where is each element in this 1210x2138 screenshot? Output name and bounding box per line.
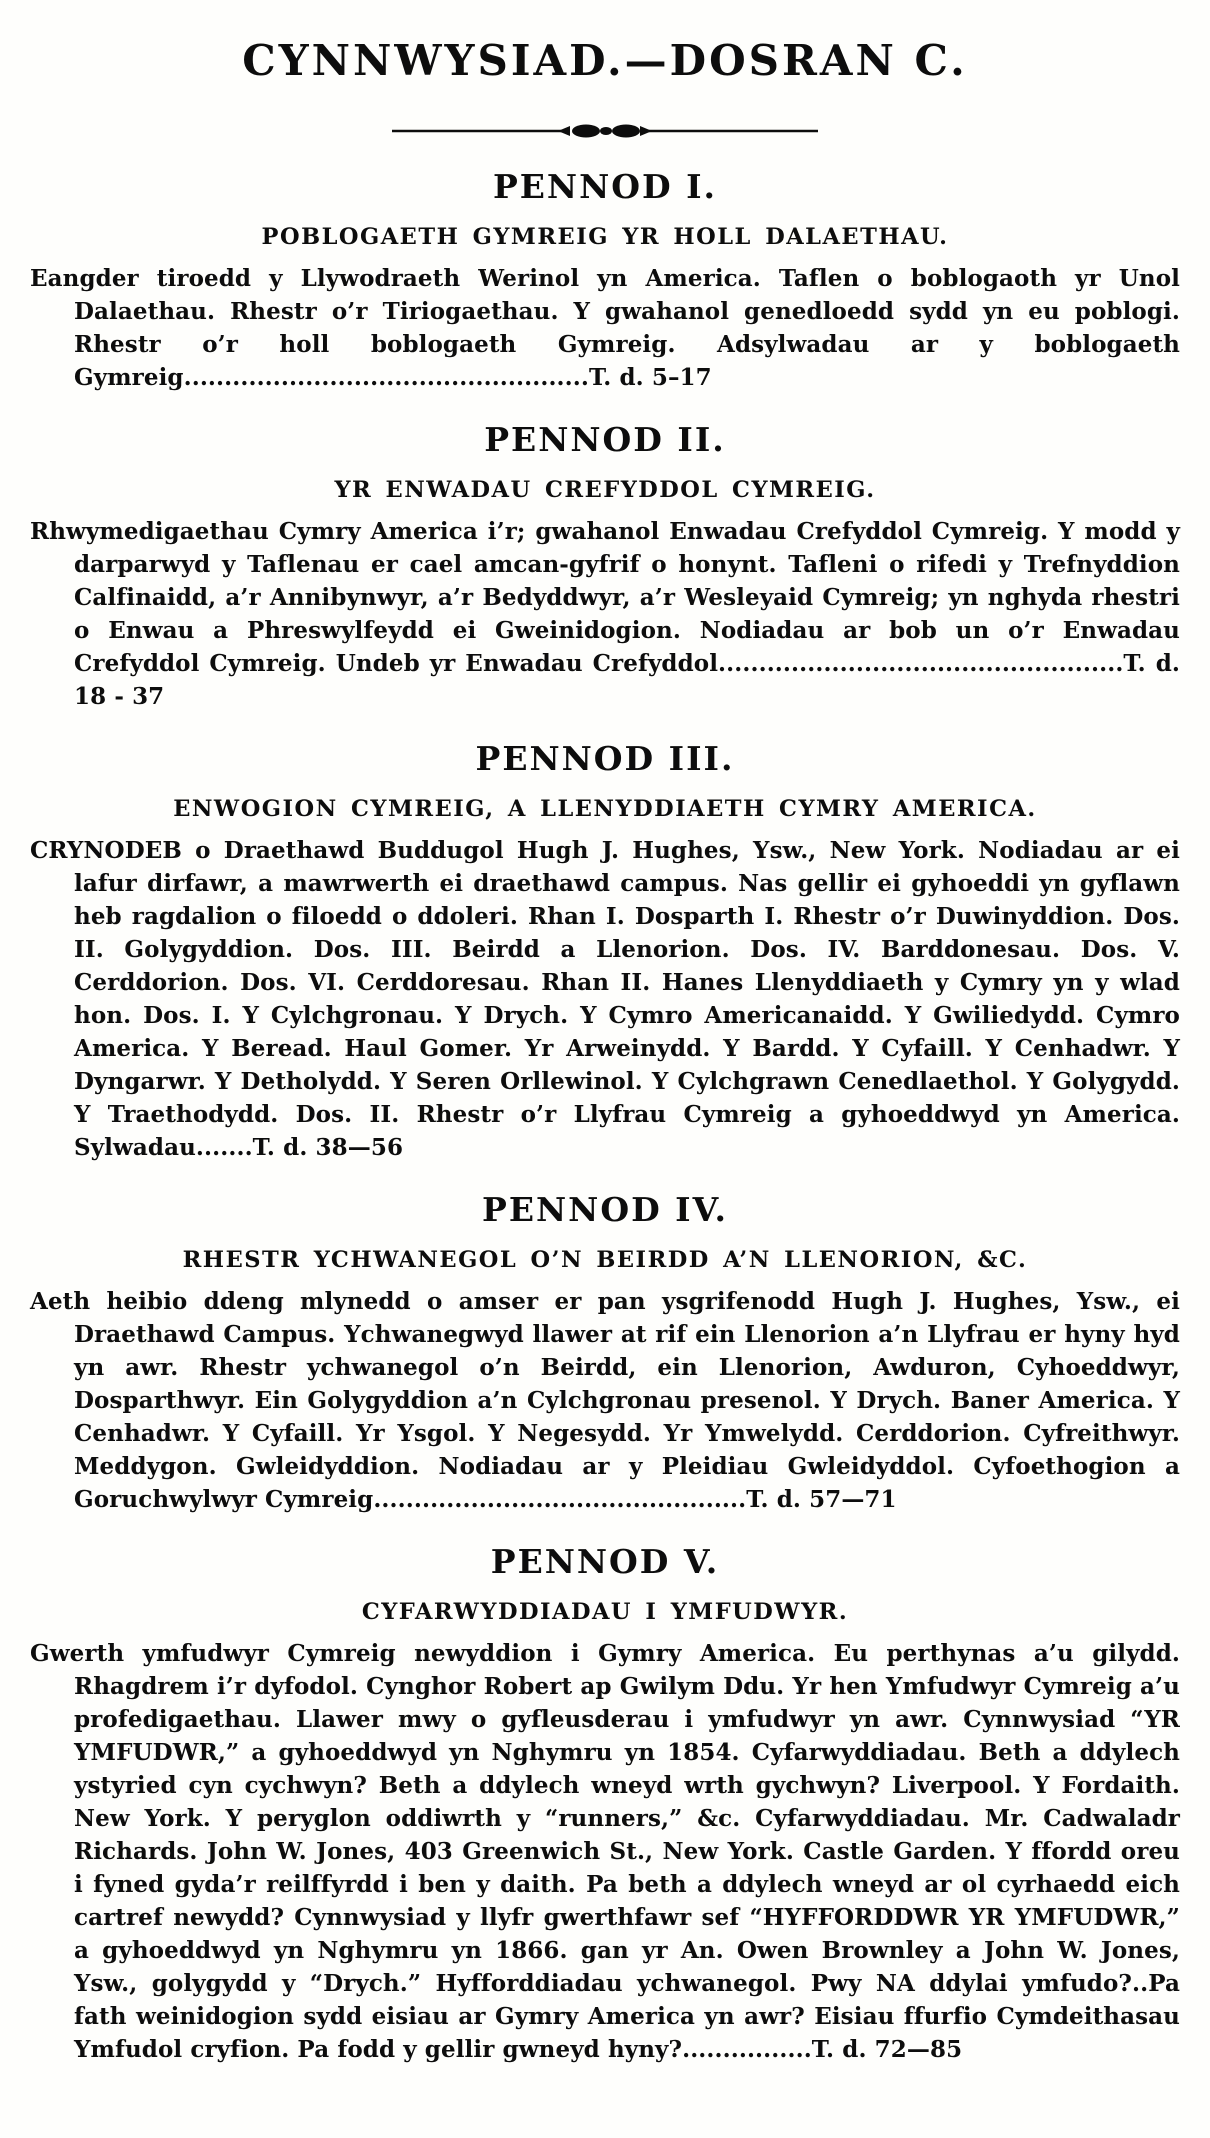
chapter-heading: PENNOD II.: [484, 420, 726, 459]
divider: [30, 119, 1180, 141]
section-subheading: YR ENWADAU CREFYDDOL CYMREIG.: [334, 477, 876, 503]
section-pennod-3: [30, 739, 1180, 1164]
section-body-text: Rhwymedigaethau Cymry America i’r; gwahanol Enwadau Crefyddol Cymreig. Y modd y darparwyd y Taflenau er cael amcan-gyfrif o honynt. Tafleni o rifedi y Trefnyddion Calfinaidd, a’r Annibynwyr, a’r Bedyddwyr, a’r Wesleyaid Cymreig; yn nghyda rhestri o Enwau a Phreswylfeydd ei Gweinidogion. Nodiadau ar bob un o’r Enwadau Crefyddol Cymreig. Undeb yr Enwadau Crefyddol..................................................T. d. 18 - 37: [30, 518, 1180, 710]
section-pennod-2: [30, 420, 1180, 713]
section-subheading: POBLOGAETH GYMREIG YR HOLL DALAETHAU.: [261, 224, 949, 250]
section-pennod-1: [30, 167, 1180, 394]
section-body-text: Aeth heibio ddeng mlynedd o amser er pan ysgrifenodd Hugh J. Hughes, Ysw., ei Draethawd Campus. Ychwanegwyd llawer at rif ein Llenorion a’n Llyfrau er hyny hyd yn awr. Rhestr ychwanegol o’n Beirdd, ein Llenorion, Awduron, Cyhoeddwyr, Dosparthwyr. Ein Golygyddion a’n Cylchgronau presenol. Y Drych. Baner America. Y Cenhadwr. Y Cyfaill. Yr Ysgol. Y Negesydd. Yr Ymwelydd. Cerddorion. Cyfreithwyr. Meddygon. Gwleidyddion. Nodiadau ar y Pleidiau Gwleidyddol. Cyfoethogion a Goruchwylwyr Cymreig..............................................T. d. 57—71: [30, 1288, 1180, 1513]
chapter-heading: PENNOD III.: [475, 739, 735, 778]
chapter-heading: PENNOD I.: [492, 167, 718, 206]
section-subheading: ENWOGION CYMREIG, A LLENYDDIAETH CYMRY AMERICA.: [173, 796, 1037, 822]
section-subheading: CYFARWYDDIADAU I YMFUDWYR.: [361, 1599, 849, 1625]
section-body-text: CRYNODEB o Draethawd Buddugol Hugh J. Hughes, Ysw., New York. Nodiadau ar ei lafur dirfawr, a mawrwerth ei draethawd campus. Nas gellir ei gyhoeddi yn gyflawn heb ragdalion o filoedd o ddoleri. Rhan I. Dosparth I. Rhestr o’r Duwinyddion. Dos. II. Golygyddion. Dos. III. Beirdd a Llenorion. Dos. IV. Barddonesau. Dos. V. Cerddorion. Dos. VI. Cerddoresau. Rhan II. Hanes Llenyddiaeth y Cymry yn y wlad hon. Dos. I. Y Cylchgronau. Y Drych. Y Cymro Americanaidd. Y Gwiliedydd. Cymro America. Y Beread. Haul Gomer. Yr Arweinydd. Y Bardd. Y Cyfaill. Y Cenhadwr. Y Dyngarwr. Y Detholydd. Y Seren Orllewinol. Y Cylchgrawn Cenedlaethol. Y Golygydd. Y Traethodydd. Dos. II. Rhestr o’r Llyfrau Cymreig a gyhoeddwyd yn America. Sylwadau.......T. d. 38—56: [30, 837, 1180, 1161]
section-body-text: Gwerth ymfudwyr Cymreig newyddion i Gymry America. Eu perthynas a’u gilydd. Rhagdrem i’r dyfodol. Cynghor Robert ap Gwilym Ddu. Yr hen Ymfudwyr Cymreig a’u profedigaethau. Llawer mwy o gyfleusderau i ymfudwyr yn awr. Cynnwysiad “YR YMFUDWR,” a gyhoeddwyd yn Nghymru yn 1854. Cyfarwyddiadau. Beth a ddylech ystyried cyn cychwyn? Beth a ddylech wneyd wrth gychwyn? Liverpool. Y Fordaith. New York. Y peryglon oddiwrth y “runners,” &c. Cyfarwyddiadau. Mr. Cadwaladr Richards. John W. Jones, 403 Greenwich St., New York. Castle Garden. Y ffordd oreu i fyned gyda’r reilffyrdd i ben y daith. Pa beth a ddylech wneyd ar ol cyrhaedd eich cartref newydd? Cynnwysiad y llyfr gwerthfawr sef “HYFFORDDWR YR YMFUDWR,” a gyhoeddwyd yn Nghymru yn 1866. gan yr An. Owen Brownley a John W. Jones, Ysw., golygydd y “Drych.” Hyfforddiadau ychwanegol. Pwy NA ddylai ymfudo?..Pa fath weinidogion sydd eisiau ar Gymry America yn awr? Eisiau ffurfio Cymdeithasau Ymfudol cryfion. Pa fodd y gellir gwneyd hyny?................T. d. 72—85: [30, 1640, 1180, 2063]
section-pennod-5: [30, 1542, 1180, 2066]
chapter-heading: PENNOD V.: [490, 1542, 720, 1581]
divider-ornament: [390, 119, 820, 141]
page-title: CYNNWYSIAD.—DOSRAN C.: [242, 36, 968, 85]
chapter-heading: PENNOD IV.: [482, 1190, 728, 1229]
section-pennod-4: [30, 1190, 1180, 1516]
section-body-text: Eangder tiroedd y Llywodraeth Werinol yn America. Taflen o boblogaoth yr Unol Dalaethau. Rhestr o’r Tiriogaethau. Y gwahanol genedloedd sydd yn eu poblogi. Rhestr o’r holl boblogaeth Gymreig. Adsylwadau ar y boblogaeth Gymreig..................................................T. d. 5–17: [30, 265, 1180, 391]
section-subheading: RHESTR YCHWANEGOL O’N BEIRDD A’N LLENORION, &C.: [182, 1247, 1028, 1273]
